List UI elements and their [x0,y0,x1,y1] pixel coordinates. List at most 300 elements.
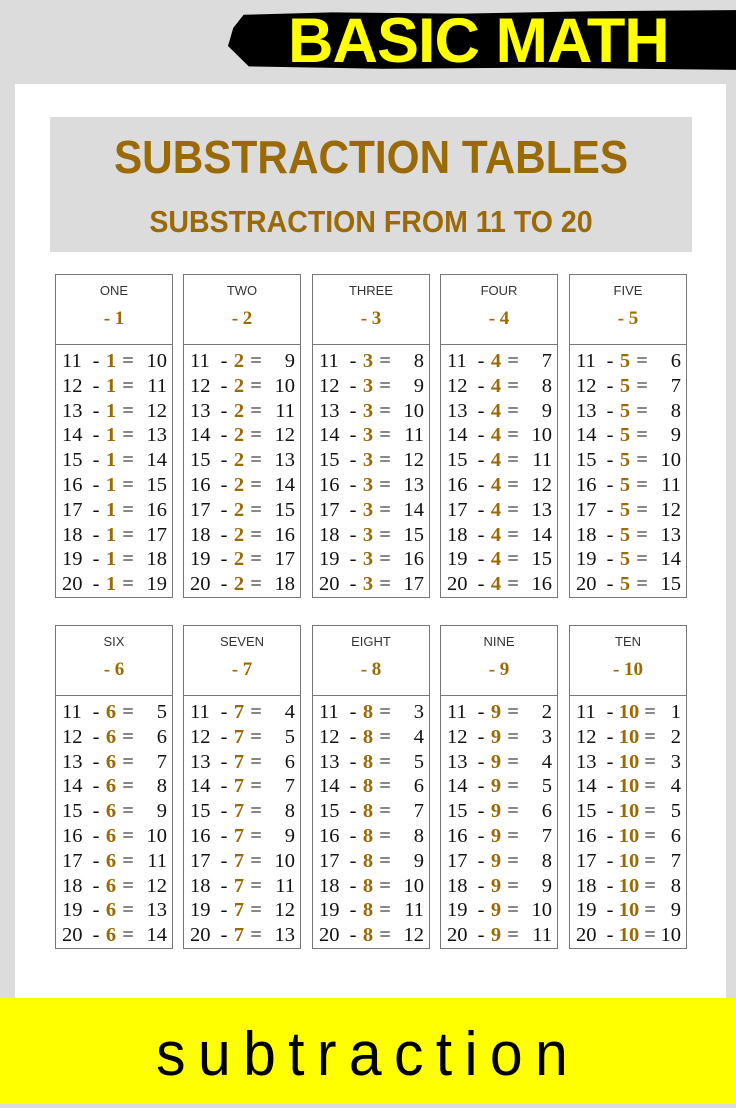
minus-sign: - [92,899,100,922]
equation-row [190,898,295,923]
equals-sign: = [122,824,134,847]
subtrahend: 2 [233,473,245,496]
table-body [184,345,300,597]
minus-sign: - [92,800,100,823]
equals-sign: = [122,800,134,823]
minus-sign: - [92,874,100,897]
equation-row [62,498,167,523]
minuend: 20 [447,573,468,596]
equation-row [447,374,552,399]
table-body [441,696,557,948]
equals-sign: = [379,899,391,922]
difference: 16 [531,573,552,596]
difference: 12 [274,899,295,922]
equals-sign: = [379,924,391,947]
minuend: 20 [319,924,340,947]
difference: 6 [413,775,424,798]
difference: 11 [532,449,552,472]
minuend: 16 [319,473,340,496]
minus-sign: - [92,573,100,596]
minus-sign: - [606,800,614,823]
equation-row [576,700,681,725]
equation-row [447,700,552,725]
minuend: 16 [447,473,468,496]
table-subtrahend: - 8 [360,659,382,680]
difference: 13 [146,899,167,922]
subtrahend: 8 [362,849,374,872]
minus-sign: - [220,824,228,847]
difference: 19 [146,573,167,596]
equals-sign: = [507,374,519,397]
equation-row [62,725,167,750]
table-subtrahend: - 5 [617,308,639,329]
equals-sign: = [250,548,262,571]
equals-sign: = [250,725,262,748]
minus-sign: - [606,573,614,596]
minus-sign: - [606,849,614,872]
table-8 [312,625,430,949]
difference: 5 [413,750,424,773]
difference: 11 [147,374,167,397]
minuend: 20 [319,573,340,596]
equation-row [447,824,552,849]
subtrahend: 9 [490,924,502,947]
equals-sign: = [507,473,519,496]
minuend: 12 [62,725,83,748]
equation-row [62,898,167,923]
difference: 10 [274,849,295,872]
subtrahend: 6 [105,775,117,798]
equation-row [576,874,681,899]
equation-row [576,750,681,775]
minuend: 20 [62,924,83,947]
equals-sign: = [379,498,391,521]
equation-row [190,849,295,874]
subtrahend: 8 [362,701,374,723]
equation-row [447,874,552,899]
minus-sign: - [606,523,614,546]
minus-sign: - [349,750,357,773]
difference: 11 [275,399,295,422]
minuend: 11 [447,350,467,372]
minuend: 11 [576,350,596,372]
table-header [184,275,300,345]
difference: 17 [274,548,295,571]
table-header [313,275,429,345]
equation-row [319,849,424,874]
equation-row [576,923,681,948]
minus-sign: - [349,449,357,472]
difference: 12 [146,399,167,422]
minuend: 20 [576,924,597,947]
minus-sign: - [220,374,228,397]
equals-sign: = [250,849,262,872]
equals-sign: = [507,775,519,798]
equals-sign: = [636,548,648,571]
minus-sign: - [92,924,100,947]
equals-sign: = [636,399,648,422]
equals-sign: = [507,424,519,447]
minus-sign: - [220,750,228,773]
minuend: 11 [190,350,210,372]
minuend: 17 [447,849,468,872]
equals-sign: = [379,775,391,798]
subtrahend: 5 [619,473,631,496]
difference: 14 [146,449,167,472]
difference: 12 [146,874,167,897]
subtrahend: 4 [490,498,502,521]
difference: 11 [404,424,424,447]
equation-row [319,374,424,399]
minus-sign: - [92,350,100,372]
difference: 15 [531,548,552,571]
equals-sign: = [122,350,134,372]
minuend: 17 [319,849,340,872]
equation-row [62,399,167,424]
subtrahend: 10 [618,775,640,798]
table-name: SIX [103,634,125,649]
table-name: NINE [483,634,515,649]
minuend: 17 [62,498,83,521]
equation-row [447,799,552,824]
minuend: 16 [319,824,340,847]
minuend: 15 [319,449,340,472]
table-header [570,626,686,696]
table-header [570,275,686,345]
subtrahend: 8 [362,924,374,947]
equals-sign: = [122,725,134,748]
equation-row [447,498,552,523]
minuend: 18 [576,874,597,897]
equals-sign: = [250,399,262,422]
minuend: 14 [447,775,468,798]
minuend: 16 [576,473,597,496]
minus-sign: - [349,824,357,847]
subtrahend: 7 [233,899,245,922]
difference: 10 [403,399,424,422]
table-body [441,345,557,597]
equals-sign: = [250,924,262,947]
equation-row [62,750,167,775]
minuend: 18 [447,874,468,897]
difference: 3 [541,725,552,748]
subtrahend: 7 [233,849,245,872]
minuend: 16 [62,824,83,847]
minus-sign: - [349,573,357,596]
table-subtrahend: - 6 [103,659,125,680]
subtrahend: 8 [362,800,374,823]
minuend: 19 [190,899,211,922]
equation-row [576,774,681,799]
minuend: 18 [62,523,83,546]
minuend: 14 [190,775,211,798]
difference: 5 [284,725,295,748]
equation-row [576,498,681,523]
minus-sign: - [92,424,100,447]
minus-sign: - [349,374,357,397]
equals-sign: = [122,899,134,922]
difference: 9 [413,849,424,872]
subtrahend: 3 [362,399,374,422]
equals-sign: = [250,800,262,823]
difference: 15 [660,573,681,596]
minus-sign: - [220,523,228,546]
minuend: 19 [319,548,340,571]
minus-sign: - [220,473,228,496]
difference: 4 [670,775,681,798]
minuend: 19 [190,548,211,571]
difference: 12 [274,424,295,447]
subtrahend: 1 [105,498,117,521]
equals-sign: = [636,573,648,596]
equation-row [447,898,552,923]
equals-sign: = [644,701,656,723]
equals-sign: = [379,573,391,596]
table-name: THREE [348,283,394,298]
equation-row [319,448,424,473]
difference: 3 [670,750,681,773]
table-body [313,696,429,948]
equals-sign: = [250,573,262,596]
difference: 8 [670,399,681,422]
difference: 9 [670,899,681,922]
subtrahend: 5 [619,374,631,397]
equals-sign: = [122,750,134,773]
equation-row [190,374,295,399]
minus-sign: - [220,350,228,372]
equals-sign: = [507,824,519,847]
minuend: 20 [447,924,468,947]
equation-row [319,700,424,725]
equation-row [319,349,424,374]
equals-sign: = [636,473,648,496]
minuend: 16 [447,824,468,847]
difference: 14 [274,473,295,496]
table-subtrahend: - 2 [231,308,253,329]
difference: 9 [670,424,681,447]
subtrahend: 6 [105,824,117,847]
equation-row [190,725,295,750]
minus-sign: - [606,725,614,748]
equation-row [190,473,295,498]
difference: 10 [146,824,167,847]
equation-row [190,799,295,824]
subtrahend: 1 [105,573,117,596]
difference: 7 [413,800,424,823]
subtrahend: 2 [233,573,245,596]
equation-row [319,725,424,750]
minuend: 13 [62,399,83,422]
minus-sign: - [349,498,357,521]
minus-sign: - [349,775,357,798]
table-body [570,345,686,597]
equals-sign: = [122,775,134,798]
subtrahend: 9 [490,899,502,922]
minus-sign: - [477,473,485,496]
difference: 7 [670,374,681,397]
difference: 11 [661,473,681,496]
minuend: 16 [190,824,211,847]
difference: 9 [284,824,295,847]
minus-sign: - [220,449,228,472]
table-10 [569,625,687,949]
difference: 11 [532,924,552,947]
table-name: FOUR [480,283,518,298]
equation-row [62,523,167,548]
minus-sign: - [477,725,485,748]
equation-row [447,523,552,548]
minus-sign: - [606,899,614,922]
difference: 14 [531,523,552,546]
equation-row [447,725,552,750]
minuend: 17 [576,849,597,872]
equals-sign: = [379,849,391,872]
equals-sign: = [644,725,656,748]
difference: 16 [403,548,424,571]
difference: 8 [413,824,424,847]
equals-sign: = [644,899,656,922]
minus-sign: - [606,350,614,372]
minus-sign: - [477,449,485,472]
difference: 4 [541,750,552,773]
equation-row [447,572,552,597]
equals-sign: = [250,775,262,798]
difference: 8 [670,874,681,897]
subtrahend: 9 [490,800,502,823]
minuend: 15 [62,449,83,472]
subtrahend: 2 [233,548,245,571]
difference: 4 [413,725,424,748]
table-4 [440,274,558,598]
equation-row [447,849,552,874]
minuend: 12 [319,374,340,397]
difference: 18 [146,548,167,571]
table-name: TEN [615,634,641,649]
equation-row [190,572,295,597]
equation-row [447,750,552,775]
equals-sign: = [379,824,391,847]
minuend: 12 [190,725,211,748]
equals-sign: = [507,350,519,372]
equation-row [447,399,552,424]
table-name: EIGHT [351,634,391,649]
minus-sign: - [349,701,357,723]
equals-sign: = [379,424,391,447]
difference: 13 [660,523,681,546]
equals-sign: = [507,899,519,922]
difference: 12 [531,473,552,496]
equals-sign: = [636,350,648,372]
minus-sign: - [220,725,228,748]
minus-sign: - [477,399,485,422]
subtrahend: 5 [619,548,631,571]
difference: 9 [413,374,424,397]
equation-row [447,473,552,498]
equals-sign: = [636,449,648,472]
equals-sign: = [507,750,519,773]
equals-sign: = [507,498,519,521]
minuend: 16 [190,473,211,496]
minus-sign: - [220,924,228,947]
equals-sign: = [122,548,134,571]
equals-sign: = [379,399,391,422]
subtrahend: 10 [618,924,640,947]
subtrahend: 8 [362,725,374,748]
equals-sign: = [644,750,656,773]
equation-row [190,423,295,448]
subtrahend: 9 [490,725,502,748]
minus-sign: - [349,800,357,823]
subtrahend: 4 [490,473,502,496]
minus-sign: - [220,399,228,422]
equals-sign: = [644,775,656,798]
minuend: 19 [576,548,597,571]
minuend: 11 [62,350,82,372]
subtrahend: 5 [619,498,631,521]
equation-row [576,898,681,923]
equation-row [447,448,552,473]
equals-sign: = [379,701,391,723]
subtrahend: 3 [362,473,374,496]
subtrahend: 10 [618,899,640,922]
title-banner [50,117,692,252]
difference: 15 [274,498,295,521]
minus-sign: - [606,374,614,397]
minus-sign: - [220,548,228,571]
equals-sign: = [507,849,519,872]
minus-sign: - [606,498,614,521]
table-body [570,696,686,948]
subtrahend: 4 [490,424,502,447]
minus-sign: - [220,800,228,823]
equation-row [447,774,552,799]
subtrahend: 2 [233,424,245,447]
minuend: 13 [319,399,340,422]
minus-sign: - [606,449,614,472]
subtrahend: 8 [362,824,374,847]
difference: 13 [274,449,295,472]
subtrahend: 7 [233,750,245,773]
equals-sign: = [379,800,391,823]
subtrahend: 3 [362,374,374,397]
subtrahend: 1 [105,473,117,496]
equals-sign: = [507,399,519,422]
minuend: 19 [62,548,83,571]
difference: 13 [403,473,424,496]
difference: 4 [284,701,295,723]
minuend: 15 [190,800,211,823]
minus-sign: - [349,350,357,372]
difference: 7 [284,775,295,798]
minus-sign: - [477,849,485,872]
minus-sign: - [477,701,485,723]
minuend: 12 [319,725,340,748]
subtrahend: 4 [490,523,502,546]
subtrahend: 7 [233,800,245,823]
minuend: 12 [190,374,211,397]
difference: 5 [541,775,552,798]
equals-sign: = [507,573,519,596]
minuend: 19 [447,548,468,571]
minuend: 11 [576,701,596,723]
equals-sign: = [250,449,262,472]
subtrahend: 10 [618,725,640,748]
equation-row [576,849,681,874]
table-body [56,696,172,948]
minus-sign: - [349,874,357,897]
table-name: SEVEN [219,634,265,649]
difference: 10 [146,350,167,372]
